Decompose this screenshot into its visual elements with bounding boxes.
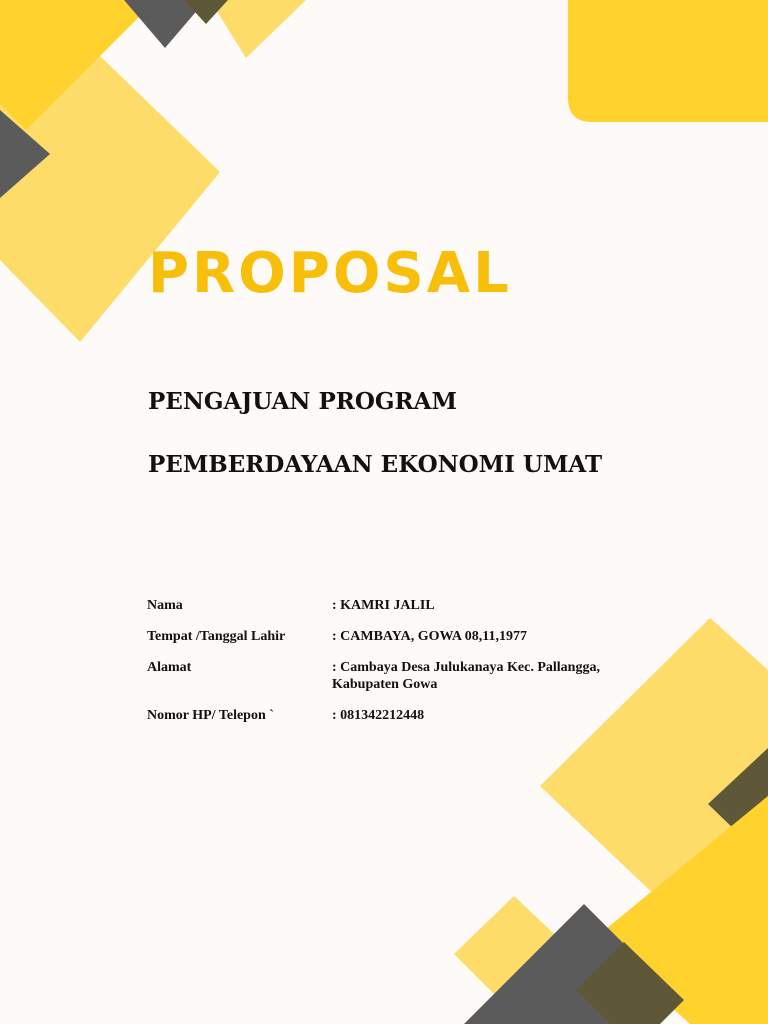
info-row-name <box>147 597 667 628</box>
personal-info-table <box>147 597 667 738</box>
deco-top-right-yellow-block <box>568 0 768 122</box>
info-value: : KAMRI JALIL <box>332 598 435 613</box>
document-title: PROPOSAL <box>148 241 512 306</box>
info-row-phone <box>147 707 667 738</box>
info-label: Nomor HP/ Telepon ` <box>147 708 274 723</box>
info-value: : Cambaya Desa Julukanaya Kec. Pallangga, Kabupaten Gowa <box>332 660 600 692</box>
info-label: Tempat /Tanggal Lahir <box>147 629 286 644</box>
info-row-address <box>147 659 667 707</box>
subtitle-line-2: PEMBERDAYAAN EKONOMI UMAT <box>148 451 603 478</box>
info-row-birth <box>147 628 667 659</box>
info-label: Nama <box>147 598 183 613</box>
subtitle-line-1: PENGAJUAN PROGRAM <box>148 388 457 415</box>
deco-top-left-light-diamond <box>210 0 306 58</box>
info-label: Alamat <box>147 660 192 675</box>
info-value: : CAMBAYA, GOWA 08,11,1977 <box>332 629 527 644</box>
info-value: : 081342212448 <box>332 708 425 723</box>
